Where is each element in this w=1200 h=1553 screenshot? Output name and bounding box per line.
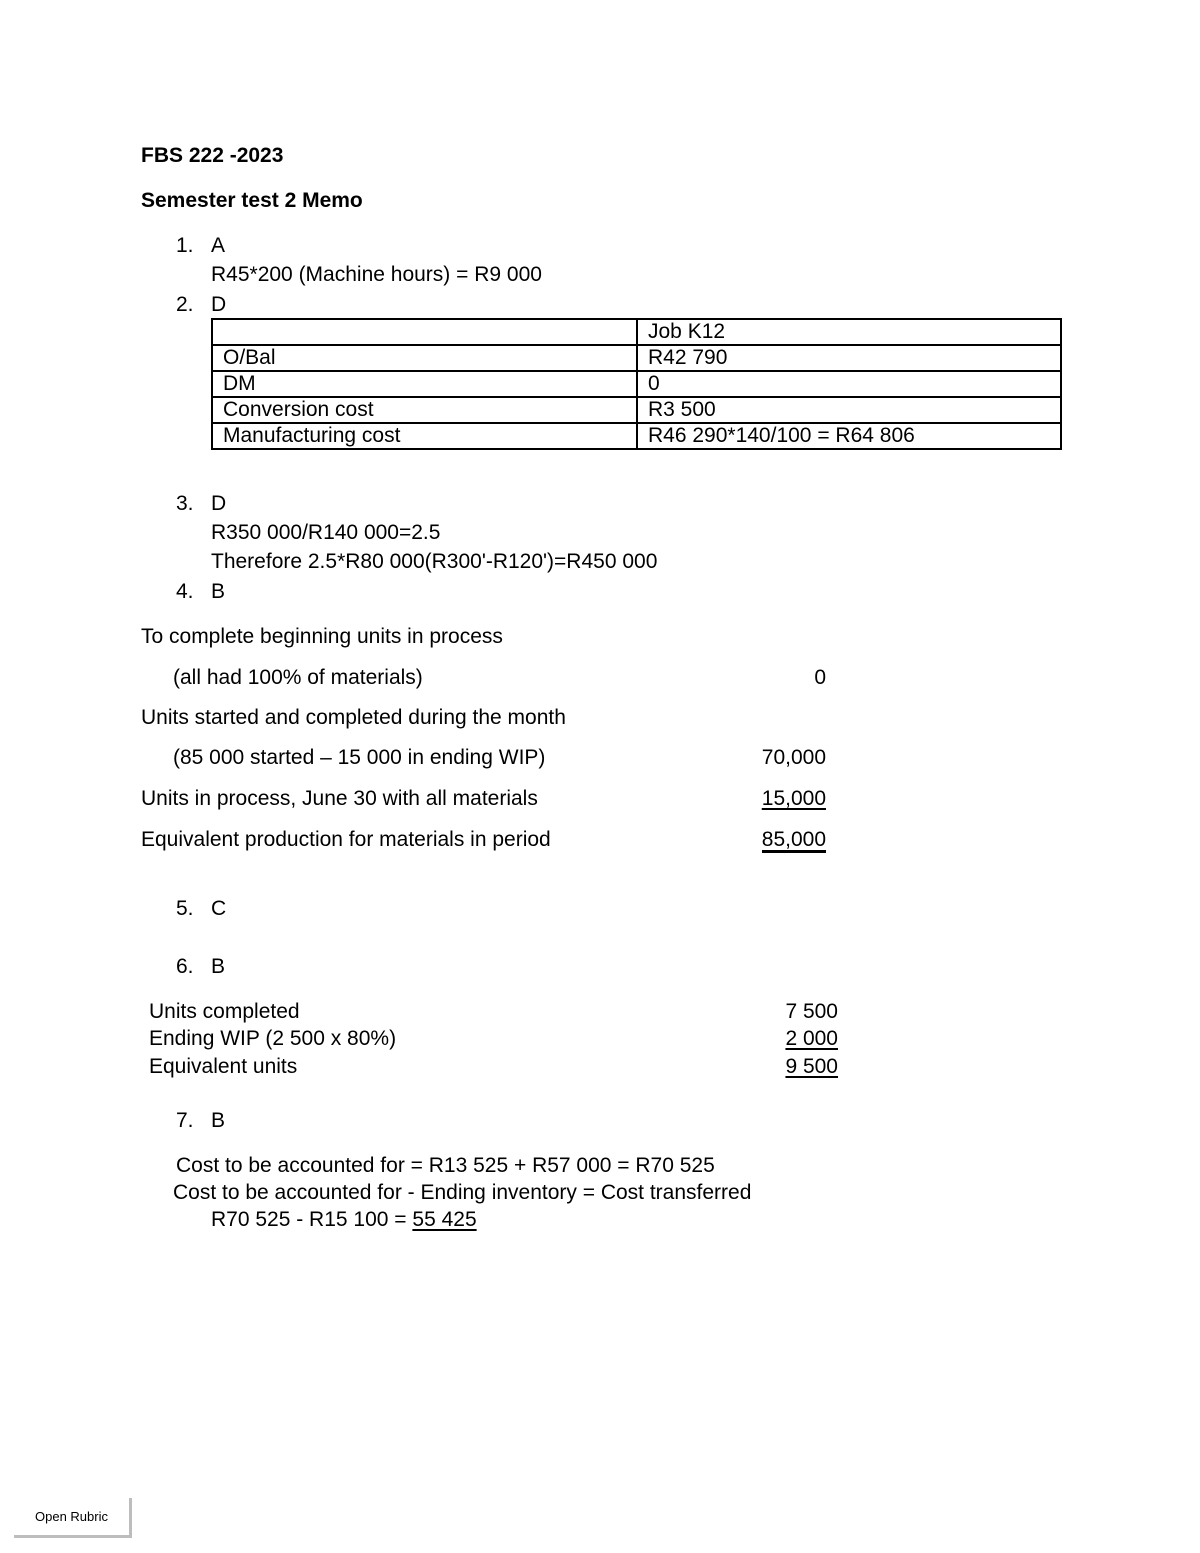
equivalent-production-label: Units in process, June 30 with all materials	[141, 787, 538, 810]
equivalent-production-total: 85,000	[761, 828, 826, 851]
question-7-working-line-3	[211, 1208, 477, 1232]
open-rubric-button[interactable]: Open Rubric	[14, 1498, 132, 1538]
document-title: FBS 222 -2023	[141, 144, 284, 167]
equivalent-units-label: Ending WIP (2 500 x 80%)	[149, 1027, 397, 1050]
equivalent-production-value: 0	[814, 666, 826, 689]
question-3-working-line-1: R350 000/R140 000=2.5	[211, 521, 441, 544]
table-cell: R42 790	[637, 345, 1061, 371]
question-4-answer: B	[211, 580, 226, 603]
question-4-number: 4.	[176, 580, 194, 603]
table-row	[212, 345, 1061, 371]
question-7-answer: B	[211, 1109, 226, 1132]
table-cell	[212, 319, 637, 345]
question-7-working-line-2: Cost to be accounted for - Ending inventory = Cost transferred	[173, 1181, 752, 1204]
document-subtitle: Semester test 2 Memo	[141, 189, 363, 212]
equivalent-units-total: 9 500	[785, 1055, 838, 1078]
question-2-number: 2.	[176, 293, 194, 316]
question-7-calc: R70 525 - R15 100 =	[211, 1208, 413, 1231]
question-3-working-line-2: Therefore 2.5*R80 000(R300'-R120')=R450 000	[211, 550, 658, 573]
table-row	[212, 397, 1061, 423]
equivalent-production-value: 15,000	[761, 787, 826, 810]
question-7-number: 7.	[176, 1109, 194, 1132]
table-cell: Job K12	[637, 319, 1061, 345]
table-header-row	[212, 319, 1061, 345]
table-cell: O/Bal	[212, 345, 637, 371]
question-1-working: R45*200 (Machine hours) = R9 000	[211, 263, 542, 286]
question-6-answer: B	[211, 955, 226, 978]
equivalent-production-label: (all had 100% of materials)	[173, 666, 423, 689]
question-6-number: 6.	[176, 955, 194, 978]
equivalent-units-total-wrap	[738, 1055, 838, 1079]
job-k12-table	[211, 318, 1062, 450]
equivalent-production-label: (85 000 started – 15 000 in ending WIP)	[173, 746, 546, 769]
table-cell: Manufacturing cost	[212, 423, 637, 449]
equivalent-production-label: Units started and completed during the month	[141, 706, 566, 729]
table-cell: 0	[637, 371, 1061, 397]
question-5-number: 5.	[176, 897, 194, 920]
question-5-answer: C	[211, 897, 227, 920]
table-row	[212, 423, 1061, 449]
question-7-result: 55 425	[412, 1208, 477, 1231]
question-2-answer: D	[211, 293, 227, 316]
table-row	[212, 371, 1061, 397]
equivalent-units-label: Units completed	[149, 1000, 300, 1023]
equivalent-production-value: 70,000	[761, 746, 826, 769]
table-cell: DM	[212, 371, 637, 397]
equivalent-production-total-wrap	[726, 828, 826, 853]
question-7-working-line-1: Cost to be accounted for = R13 525 + R57 000 = R70 525	[176, 1154, 715, 1177]
question-3-number: 3.	[176, 492, 194, 515]
table-cell: R3 500	[637, 397, 1061, 423]
equivalent-production-label: Equivalent production for materials in period	[141, 828, 551, 851]
table-cell: Conversion cost	[212, 397, 637, 423]
question-1-number: 1.	[176, 234, 194, 257]
equivalent-production-label: To complete beginning units in process	[141, 625, 503, 648]
equivalent-production-value-wrap	[726, 787, 826, 811]
equivalent-units-value: 2 000	[785, 1027, 838, 1050]
table-cell: R46 290*140/100 = R64 806	[637, 423, 1061, 449]
equivalent-units-value-wrap	[738, 1027, 838, 1051]
equivalent-units-label: Equivalent units	[149, 1055, 298, 1078]
equivalent-units-value: 7 500	[785, 1000, 838, 1023]
question-1-answer: A	[211, 234, 226, 257]
question-3-answer: D	[211, 492, 227, 515]
